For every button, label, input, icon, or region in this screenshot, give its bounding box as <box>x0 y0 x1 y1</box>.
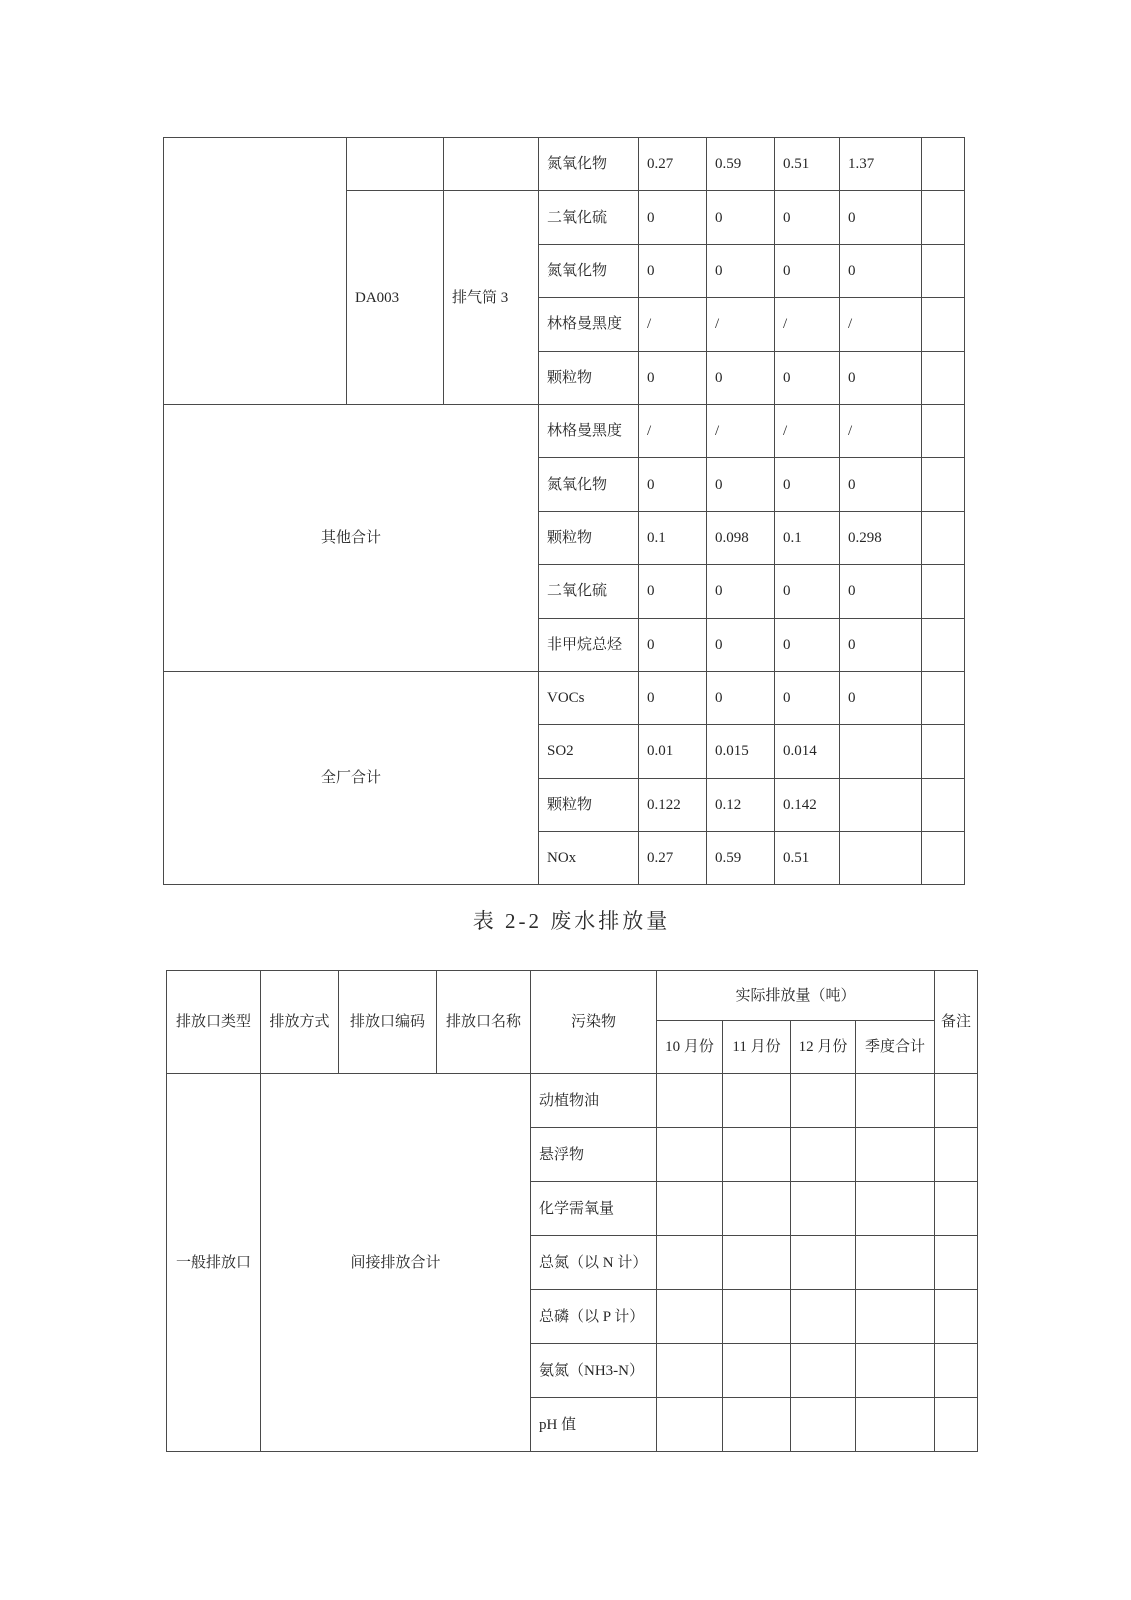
remark-cell <box>922 298 965 351</box>
value-cell: 0.51 <box>775 138 840 191</box>
value-cell <box>791 1290 856 1344</box>
value-cell: 0.1 <box>775 511 840 564</box>
value-cell <box>791 1236 856 1290</box>
table-row <box>164 404 965 457</box>
remark-cell <box>922 511 965 564</box>
value-cell: 0 <box>840 618 922 671</box>
pollutant-cell: pH 值 <box>531 1398 657 1452</box>
remark-cell <box>935 1182 978 1236</box>
pollutant-cell: 总磷（以 P 计） <box>531 1290 657 1344</box>
value-cell: 0.01 <box>639 725 707 778</box>
pollutant-cell: 二氧化硫 <box>539 191 639 244</box>
value-cell: 0 <box>840 671 922 724</box>
pollutant-cell: 氮氧化物 <box>539 138 639 191</box>
value-cell: 0 <box>707 671 775 724</box>
value-cell: / <box>707 298 775 351</box>
pollutant-cell: 氨氮（NH3-N） <box>531 1344 657 1398</box>
pollutant-cell: 悬浮物 <box>531 1128 657 1182</box>
value-cell <box>856 1236 935 1290</box>
value-cell <box>791 1128 856 1182</box>
value-cell: 0.298 <box>840 511 922 564</box>
value-cell <box>840 832 922 885</box>
remark-cell <box>922 832 965 885</box>
value-cell <box>657 1344 723 1398</box>
value-cell: 0 <box>639 191 707 244</box>
outlet-type-cell: 一般排放口 <box>167 1074 261 1452</box>
remark-cell <box>922 725 965 778</box>
value-cell: 0 <box>639 565 707 618</box>
group-total-cell: 全厂合计 <box>164 671 539 885</box>
value-cell <box>657 1290 723 1344</box>
value-cell: 0.098 <box>707 511 775 564</box>
pollutant-cell: 二氧化硫 <box>539 565 639 618</box>
value-cell: 0.27 <box>639 138 707 191</box>
remark-cell <box>922 565 965 618</box>
value-cell <box>856 1182 935 1236</box>
value-cell <box>723 1236 791 1290</box>
value-cell: 0.12 <box>707 778 775 831</box>
value-cell: / <box>639 404 707 457</box>
header-outlet-type: 排放口类型 <box>167 971 261 1074</box>
value-cell: 0.015 <box>707 725 775 778</box>
remark-cell <box>922 671 965 724</box>
value-cell <box>791 1398 856 1452</box>
outlet-name-cell <box>444 138 539 191</box>
value-cell: 0 <box>707 191 775 244</box>
group-total-cell: 间接排放合计 <box>261 1074 531 1452</box>
value-cell: 0 <box>775 671 840 724</box>
pollutant-cell: 氮氧化物 <box>539 244 639 297</box>
value-cell: / <box>707 404 775 457</box>
value-cell: 0 <box>840 565 922 618</box>
table-row <box>167 1074 978 1128</box>
value-cell <box>657 1398 723 1452</box>
value-cell <box>657 1128 723 1182</box>
header-outlet-code: 排放口编码 <box>339 971 437 1074</box>
table-caption: 表 2-2 废水排放量 <box>472 909 671 933</box>
value-cell <box>723 1398 791 1452</box>
value-cell: 0 <box>840 244 922 297</box>
value-cell: 0.27 <box>639 832 707 885</box>
value-cell <box>856 1398 935 1452</box>
remark-cell <box>922 138 965 191</box>
value-cell <box>791 1344 856 1398</box>
remark-cell <box>935 1290 978 1344</box>
pollutant-cell: 氮氧化物 <box>539 458 639 511</box>
value-cell: 0 <box>775 191 840 244</box>
remark-cell <box>922 778 965 831</box>
remark-cell <box>922 458 965 511</box>
remark-cell <box>935 1398 978 1452</box>
outlet-name-cell: 排气筒 3 <box>444 191 539 405</box>
value-cell: 0.59 <box>707 832 775 885</box>
remark-cell <box>922 351 965 404</box>
pollutant-cell: 非甲烷总烃 <box>539 618 639 671</box>
value-cell: 0.014 <box>775 725 840 778</box>
value-cell: 0.122 <box>639 778 707 831</box>
pollutant-cell: 化学需氧量 <box>531 1182 657 1236</box>
header-remark: 备注 <box>935 971 978 1074</box>
header-month-dec: 12 月份 <box>791 1021 856 1074</box>
value-cell: 0 <box>707 351 775 404</box>
pollutant-cell: 总氮（以 N 计） <box>531 1236 657 1290</box>
value-cell: 0 <box>775 351 840 404</box>
value-cell <box>791 1182 856 1236</box>
remark-cell <box>935 1128 978 1182</box>
merged-left-cell <box>164 138 347 405</box>
value-cell: 0 <box>840 351 922 404</box>
table-row <box>164 671 965 724</box>
value-cell <box>723 1074 791 1128</box>
value-cell: 0 <box>639 244 707 297</box>
pollutant-cell: 林格曼黑度 <box>539 298 639 351</box>
outlet-code-cell: DA003 <box>347 191 444 405</box>
remark-cell <box>922 191 965 244</box>
value-cell: 0 <box>707 458 775 511</box>
value-cell <box>657 1074 723 1128</box>
remark-cell <box>922 244 965 297</box>
remark-cell <box>935 1344 978 1398</box>
value-cell <box>723 1182 791 1236</box>
value-cell <box>791 1074 856 1128</box>
remark-cell <box>935 1074 978 1128</box>
remark-cell <box>922 404 965 457</box>
value-cell <box>657 1182 723 1236</box>
value-cell: / <box>639 298 707 351</box>
value-cell: 1.37 <box>840 138 922 191</box>
header-row <box>167 971 978 1021</box>
pollutant-cell: NOx <box>539 832 639 885</box>
value-cell: 0 <box>639 458 707 511</box>
value-cell: 0 <box>840 458 922 511</box>
table-row <box>164 138 965 191</box>
value-cell: 0 <box>639 618 707 671</box>
value-cell <box>856 1074 935 1128</box>
pollutant-cell: 颗粒物 <box>539 778 639 831</box>
value-cell: 0.142 <box>775 778 840 831</box>
pollutant-cell: 林格曼黑度 <box>539 404 639 457</box>
value-cell <box>840 725 922 778</box>
pollutant-cell: VOCs <box>539 671 639 724</box>
outlet-code-cell <box>347 138 444 191</box>
value-cell <box>723 1290 791 1344</box>
value-cell: 0.1 <box>639 511 707 564</box>
pollutant-cell: SO2 <box>539 725 639 778</box>
pollutant-cell: 颗粒物 <box>539 511 639 564</box>
value-cell <box>723 1344 791 1398</box>
value-cell <box>723 1128 791 1182</box>
value-cell: 0 <box>840 191 922 244</box>
value-cell: 0 <box>775 565 840 618</box>
value-cell <box>840 778 922 831</box>
value-cell: / <box>840 404 922 457</box>
value-cell: 0 <box>707 565 775 618</box>
header-discharge-mode: 排放方式 <box>261 971 339 1074</box>
pollutant-cell: 颗粒物 <box>539 351 639 404</box>
value-cell: 0 <box>707 618 775 671</box>
header-outlet-name: 排放口名称 <box>437 971 531 1074</box>
value-cell: 0 <box>775 458 840 511</box>
value-cell <box>657 1236 723 1290</box>
value-cell: 0 <box>639 351 707 404</box>
air-emissions-table <box>163 137 965 885</box>
value-cell: 0.59 <box>707 138 775 191</box>
header-month-oct: 10 月份 <box>657 1021 723 1074</box>
wastewater-emissions-table <box>166 970 978 1452</box>
value-cell: 0 <box>707 244 775 297</box>
value-cell: / <box>775 298 840 351</box>
value-cell <box>856 1128 935 1182</box>
remark-cell <box>935 1236 978 1290</box>
value-cell: 0 <box>639 671 707 724</box>
header-month-nov: 11 月份 <box>723 1021 791 1074</box>
header-quarter-total: 季度合计 <box>856 1021 935 1074</box>
value-cell <box>856 1290 935 1344</box>
header-pollutant: 污染物 <box>531 971 657 1074</box>
value-cell <box>856 1344 935 1398</box>
group-total-cell: 其他合计 <box>164 404 539 671</box>
value-cell: 0 <box>775 618 840 671</box>
value-cell: / <box>840 298 922 351</box>
value-cell: 0.51 <box>775 832 840 885</box>
pollutant-cell: 动植物油 <box>531 1074 657 1128</box>
value-cell: / <box>775 404 840 457</box>
header-actual-emission: 实际排放量（吨） <box>657 971 935 1021</box>
value-cell: 0 <box>775 244 840 297</box>
remark-cell <box>922 618 965 671</box>
